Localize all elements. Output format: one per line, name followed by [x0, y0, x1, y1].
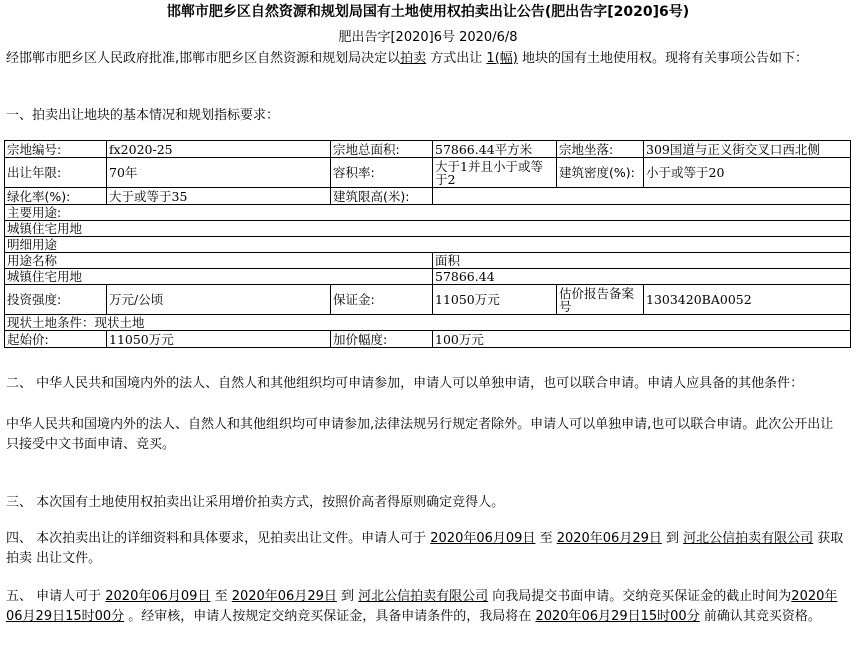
section-2-line-2: 中华人民共和国境内外的法人、自然人和其他组织均可申请参加,法律法规另行规定者除外。申请人可以单独申请,也可以联合申请。此次公开出让只接受中文书面申请、竞买。: [6, 417, 834, 452]
use-name-header: 用途名称: [5, 253, 433, 269]
intro-text-3: 地块的国有土地使用权。现将有关事项公告如下：: [517, 51, 808, 66]
section-4-text: 到: [661, 531, 684, 546]
use-area-value: 57866.44: [433, 269, 851, 285]
total-area-label: 宗地总面积:: [331, 141, 433, 158]
term-value: 70年: [107, 158, 331, 188]
intro-text-1: 经邯郸市肥乡区人民政府批准,邯郸市肥乡区自然资源和规划局决定以: [6, 51, 401, 66]
term-label: 出让年限:: [5, 158, 107, 188]
bid-increment-value: 100万元: [433, 331, 851, 348]
announcement-number-date: 肥出告字[2020]6号 2020/6/8: [338, 30, 518, 45]
location-label: 宗地坐落:: [557, 141, 644, 158]
table-row: [5, 315, 851, 331]
qualification-deadline: 2020年06月29日15时00分: [535, 609, 700, 624]
intro-text-2: 方式出让: [426, 51, 487, 66]
page-title: 邯郸市肥乡区自然资源和规划局国有土地使用权拍卖出让公告(肥出告字[2020]6号): [166, 4, 690, 20]
section-1-heading: 一、拍卖出让地块的基本情况和规划指标要求：: [6, 108, 280, 123]
table-row: [5, 285, 851, 315]
section-5-text: 到: [336, 589, 359, 604]
section-5-text: 前确认其竞买资格。: [699, 609, 821, 624]
section-4-text: 四、 本次拍卖出让的详细资料和具体要求，见拍卖出让文件。申请人可于: [6, 531, 431, 546]
table-row: [5, 331, 851, 348]
investment-intensity-label: 投资强度:: [5, 285, 107, 315]
table-row: [5, 205, 851, 221]
investment-intensity-value: 万元/公顷: [107, 285, 331, 315]
section-5-text: 五、 申请人可于: [6, 589, 106, 604]
section-5-text: 向我局提交书面申请。交纳竞买保证金的截止时间为: [488, 589, 792, 604]
section-4-text: 获取 拍卖 出让文件。: [6, 531, 844, 566]
deposit-deadline: 2020年06月29日15时00分: [6, 589, 838, 624]
parcel-code-label: 宗地编号:: [5, 141, 107, 158]
apply-start-date: 2020年06月09日: [105, 589, 211, 604]
detail-use-label: 明细用途: [5, 237, 851, 253]
main-use-label: 主要用途:: [5, 205, 851, 221]
green-rate-label: 绿化率(%):: [5, 188, 107, 205]
table-row: [5, 269, 851, 285]
section-4-text: 至: [535, 531, 557, 546]
section-5-application: [6, 587, 846, 627]
section-2-line-1: 二、 中华人民共和国境内外的法人、自然人和其他组织均可申请参加，申请人可以单独申请，也可以联合申请。申请人应具备的其他条件：: [6, 376, 804, 391]
green-rate-value: 大于或等于35: [107, 188, 331, 205]
density-value: 小于或等于20: [644, 158, 851, 188]
table-row: [5, 158, 851, 188]
section-4-documents: [6, 529, 846, 569]
far-label: 容积率:: [331, 158, 433, 188]
main-use-value: 城镇住宅用地: [5, 221, 851, 237]
deposit-label: 保证金:: [331, 285, 433, 315]
density-label: 建筑密度(%):: [557, 158, 644, 188]
apply-end-date: 2020年06月29日: [231, 589, 337, 604]
doc-end-date: 2020年06月29日: [556, 531, 662, 546]
use-name-value: 城镇住宅用地: [5, 269, 433, 285]
total-area-value: 57866.44平方米: [433, 141, 557, 158]
valuation-report-value: 1303420BA0052: [644, 285, 851, 315]
auction-company: 河北公信拍卖有限公司: [683, 531, 814, 546]
parcel-count: 1(幅): [486, 51, 518, 66]
table-row: [5, 253, 851, 269]
table-row: [5, 188, 851, 205]
bid-increment-label: 加价幅度:: [331, 331, 433, 348]
valuation-report-label: 估价报告备案号: [557, 285, 644, 315]
section-2-detail: [6, 415, 846, 455]
transfer-method: 拍卖: [400, 51, 427, 66]
deposit-value: 11050万元: [433, 285, 557, 315]
height-limit-value: [433, 188, 851, 205]
height-limit-label: 建筑限高(米):: [331, 188, 433, 205]
intro-paragraph: [6, 49, 846, 69]
location-value: 309国道与正义街交叉口西北侧: [644, 141, 851, 158]
parcel-code-value: fx2020-25: [107, 141, 331, 158]
starting-price-label: 起始价:: [5, 331, 107, 348]
auction-company: 河北公信拍卖有限公司: [358, 589, 489, 604]
starting-price-value: 11050万元: [107, 331, 331, 348]
section-5-text: 。经审核，申请人按规定交纳竞买保证金，具备申请条件的，我局将在: [124, 609, 536, 624]
doc-start-date: 2020年06月09日: [430, 531, 536, 546]
table-row: [5, 221, 851, 237]
section-3-auction-method: 三、 本次国有土地使用权拍卖出让采用增价拍卖方式，按照价高者得原则确定竞得人。: [6, 495, 505, 510]
table-row: [5, 237, 851, 253]
section-2-conditions: [6, 374, 846, 394]
use-area-header: 面积: [433, 253, 851, 269]
table-row: [5, 141, 851, 158]
far-value: 大于1并且小于或等于2: [433, 158, 557, 188]
section-5-text: 至: [210, 589, 232, 604]
land-condition: 现状土地条件：现状土地: [5, 315, 851, 331]
parcel-info-table: [4, 140, 851, 348]
